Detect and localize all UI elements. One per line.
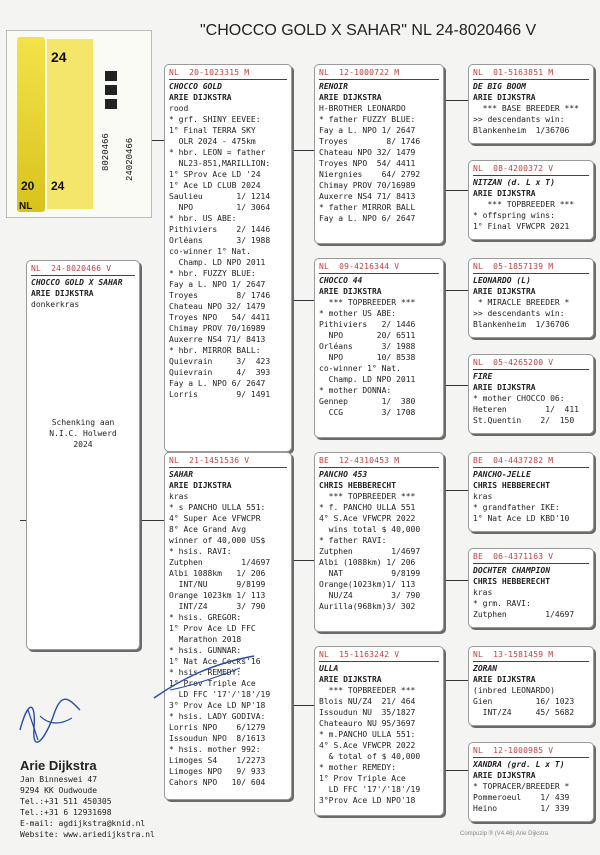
pedigree-note: Issoudun NU 35/1827 [319,708,416,717]
breeder-name: ARIE DIJKSTRA [473,675,536,684]
pedigree-note: Quievrain 3/ 423 [169,357,271,366]
pedigree-title: "CHOCCO GOLD X SAHAR" NL 24-8020466 V [200,22,537,39]
ring-number: NL 12-1000985 V [473,746,554,755]
website-link[interactable]: Website: www.ariedijkstra.nl [20,830,155,839]
pedigree-note: * TOPRACER/BREEDER * [473,782,570,791]
pedigree-note: 1° Final VFWCPR 2021 [473,222,570,231]
pedigree-note: Orange 1023km 1/ 113 [169,591,266,600]
pedigree-note: 1° Final TERRA SKY [169,126,256,135]
pedigree-note: Fay a L. NPO 6/ 2647 [169,379,266,388]
divider [473,79,589,80]
pigeon-card-sdd [468,354,594,434]
pedigree-note: * mother CHOCCO 06: [473,394,565,403]
breeder-name: CHRIS HEBBERECHT [319,481,397,490]
pigeon-card-sd [314,258,444,438]
ring-number: NL 24-8020466 V [31,264,112,273]
ring-number: NL 05-1857139 M [473,262,554,271]
pedigree-note: Quievrain 4/ 393 [169,368,271,377]
address-line: Jan Binneswei 47 [20,775,98,784]
pedigree-note: Gien 16/ 1023 [473,697,575,706]
pedigree-note: Albi 1088km 1/ 206 [169,569,266,578]
qr-icon [105,99,117,109]
ring-number-full: 24020466 [125,137,135,181]
donation-note [38,417,128,450]
breeder-name: ARIE DIJKSTRA [319,287,382,296]
pedigree-note: Auxerre NS4 71/ 8413 [319,192,416,201]
pigeon-name: LEONARDO (L) [473,276,531,285]
connector [444,100,468,101]
donation-line: 2024 [73,440,93,449]
divider [319,273,439,274]
pedigree-note: Fay a L. NPO 1/ 2647 [169,280,266,289]
ring-certificate-card [6,30,152,218]
city-line: 9294 KK Oudwoude [20,786,98,795]
pigeon-card-ss [314,64,444,244]
pedigree-note: & total of $ 40,000 [319,752,421,761]
ring-number: NL 20-1023315 M [169,68,250,77]
connector [444,385,468,386]
ring-number: NL 01-5163851 M [473,68,554,77]
connector [444,290,468,291]
pedigree-note: * hsis. RAVI: [169,547,232,556]
pigeon-name: RENOIR [319,82,348,91]
ring-country: NL [19,201,33,212]
pedigree-note: * mother REMEDY: [319,763,397,772]
pedigree-note: co-winner 1° Nat. [319,364,401,373]
pedigree-note: * hsis. mother 992: [169,745,261,754]
ring-year-bottom: 24 [51,179,65,193]
divider [473,757,589,758]
divider [473,661,589,662]
pedigree-note: INT/NU 9/8199 [169,580,266,589]
breeder-name: ARIE DIJKSTRA [31,289,94,298]
divider [473,369,589,370]
pedigree-note: Chateau NPO 32/ 1479 [169,302,266,311]
pedigree-note: Limoges NPO 9/ 933 [169,767,266,776]
pedigree-note: kras [473,588,493,597]
divider [319,467,439,468]
connector [444,770,468,771]
ring-number: BE 06-4371163 V [473,552,554,561]
pigeon-name: FIRE [473,372,493,381]
pigeon-name: CHOCCO 44 [319,276,363,285]
donation-line: Schenking aan [51,418,115,427]
software-credit: Compuzip ® (V4.46) Arie Dijkstra [460,831,549,837]
ring-number: NL 15-1163242 V [319,650,400,659]
pedigree-note: >> descendants win: [473,309,565,318]
pedigree-note: 4° S.Ace VFWCPR 2022 [319,741,416,750]
pigeon-card-dsd [468,548,594,628]
pedigree-note: Limoges S4 1/2273 [169,756,266,765]
qr-icon [105,85,117,95]
pedigree-note: co-winner 1° Nat. [169,247,251,256]
pedigree-note: Pithiviers 2/ 1446 [169,225,271,234]
ring-number: NL 09-4216344 V [319,262,400,271]
pedigree-note: Chateauro NU 95/3697 [319,719,416,728]
email-link[interactable]: E-mail: agdijkstra@knid.nl [20,819,146,828]
pedigree-note: * mother DONNA: [319,386,392,395]
pigeon-card-ddd [468,742,594,822]
pedigree-note: Auxerre NS4 71/ 8413 [169,335,266,344]
pedigree-note: * grf. SHINY EEVEE: [169,115,261,124]
pedigree-note: * hsis. GREGOR: [169,613,242,622]
pedigree-note: St.Quentin 2/ 150 [473,416,575,425]
pedigree-note: Chimay PROV 70/16989 [169,324,266,333]
pigeon-card-main [26,260,140,650]
pigeon-name: PANCHO-JELLE [473,470,531,479]
pedigree-note: * hbr. FUZZY BLUE: [169,269,256,278]
connector [292,300,314,301]
pigeon-card-dds [468,646,594,726]
pedigree-note: Issoudun NPO 8/1613 [169,734,266,743]
pigeon-card-ssd [468,160,594,240]
pedigree-note: wins total $ 40,000 [319,525,421,534]
ring-number: BE 04-4437282 M [473,456,554,465]
pedigree-note: Champ. LD NPO 2011 [319,375,416,384]
pedigree-note: * hsis. REMEDY: [169,668,242,677]
divider [169,467,287,468]
connector [444,680,468,681]
pigeon-card-dss [468,452,594,532]
pedigree-note: Blankenheim 1/36706 [473,126,570,135]
connector [444,190,468,191]
pigeon-name: SAHAR [169,470,194,479]
pedigree-note: OLR 2024 - 475km [169,137,256,146]
breeder-contact-block [20,758,170,840]
breeder-name: CHRIS HEBBERECHT [473,577,551,586]
pedigree-note: Orléans 3/ 1988 [169,236,271,245]
ring-number: BE 12-4310453 M [319,456,400,465]
pigeon-name: CHOCCO GOLD [169,82,222,91]
pedigree-note: 4° Super Ace VFWCPR [169,514,261,523]
pedigree-note: Troyes NPO 54/ 4411 [169,313,271,322]
breeder-name: ARIE DIJKSTRA [169,481,232,490]
pedigree-note: Zutphen 1/4697 [169,558,271,567]
pedigree-note: Heino 1/ 339 [473,804,570,813]
pedigree-note: Champ. LD NPO 2011 [169,258,266,267]
ring-number: NL 21-1451536 V [169,456,250,465]
breeder-name: ARIE DIJKSTRA [473,189,536,198]
pedigree-note: Zutphen 1/4697 [473,610,575,619]
pedigree-note: *** TOPBREEDER *** [473,200,575,209]
pedigree-note: (inbred LEONARDO) [473,686,555,695]
pigeon-card-ds [314,452,444,632]
pedigree-note: LD FFC '17'/'18'/19 [169,690,271,699]
pedigree-note: 1° Prov Ace LD FFC [169,624,256,633]
pedigree-note: Fay a L. NPO 1/ 2647 [319,126,416,135]
pedigree-note: * father RAVI: [319,536,387,545]
pedigree-note: Orléans 3/ 1988 [319,342,416,351]
pigeon-name: ULLA [319,664,339,673]
ring-number: NL 08-4200372 V [473,164,554,173]
pedigree-note: CCG 3/ 1708 [319,408,416,417]
pedigree-note: kras [169,492,189,501]
ring-number: NL 05-4265200 V [473,358,554,367]
pedigree-note: INT/Z4 3/ 790 [169,602,266,611]
pedigree-note: * grandfather IKE: [473,503,560,512]
pedigree-note: Troyes 8/ 1746 [169,291,271,300]
pedigree-note: * m.PANCHO ULLA 551: [319,730,416,739]
connector [84,220,164,260]
divider [473,467,589,468]
pedigree-note: * grm. RAVI: [473,599,531,608]
pedigree-note: LD FFC '17'/'18'/19 [319,785,421,794]
pedigree-note: INT/Z4 45/ 5682 [473,708,575,717]
breeder-name: ARIE DIJKSTRA [473,287,536,296]
breeder-name-large: Arie Dijkstra [20,758,97,773]
signature-drawing [10,680,90,750]
pedigree-note: NU/Z4 3/ 790 [319,591,421,600]
pedigree-note: *** TOPBREEDER *** [319,686,416,695]
pedigree-note: NPO 20/ 6511 [319,331,416,340]
pigeon-name: DE BIG BOOM [473,82,526,91]
pedigree-note: Pithiviers 2/ 1446 [319,320,416,329]
divider [473,175,589,176]
pedigree-note: NPO 10/ 8538 [319,353,416,362]
pigeon-card-sss [468,64,594,144]
divider [319,79,439,80]
pedigree-note: Saulieu 1/ 1214 [169,192,271,201]
pigeon-color: donkerkras [31,300,80,309]
signature-stroke [150,650,260,710]
pedigree-note: rood [169,104,189,113]
breeder-name: ARIE DIJKSTRA [319,93,382,102]
pedigree-note: *** BASE BREEDER *** [473,104,579,113]
pedigree-note: Aurilla(968km)3/ 302 [319,602,416,611]
pedigree-note: Blankenheim 1/36706 [473,320,570,329]
pedigree-note: * hbr. MIRROR BALL: [169,346,261,355]
connector [292,705,314,706]
pedigree-note: 1° Prov Triple Ace [169,679,256,688]
pigeon-card-sds [468,258,594,338]
pigeon-name: PANCHO 453 [319,470,368,479]
pigeon-card-sire [164,64,292,452]
divider [473,563,589,564]
breeder-name: ARIE DIJKSTRA [169,93,232,102]
pedigree-note: Pommeroeul 1/ 439 [473,793,570,802]
pedigree-note: Chateau NPO 32/ 1479 [319,148,416,157]
pedigree-note: 3°Prov Ace LD NPO'18 [319,796,416,805]
pedigree-note: *** TOPBREEDER *** [319,298,416,307]
pedigree-note: * MIRACLE BREEDER * [473,298,570,307]
pedigree-note: 1° Prov Triple Ace [319,774,406,783]
pedigree-note: Troyes NPO 54/ 4411 [319,159,416,168]
pedigree-note: Niergnies 64/ 2792 [319,170,421,179]
donation-line: N.I.C. Holwerd [49,429,117,438]
pigeon-name: DOCHTER CHAMPION [473,566,551,575]
pedigree-note: winner of 40,000 US$ [169,536,266,545]
divider [319,661,439,662]
pedigree-note: Heteren 1/ 411 [473,405,579,414]
divider [473,273,589,274]
pedigree-note: * mother US ABE: [319,309,397,318]
pedigree-note: * f. PANCHO ULLA 551 [319,503,416,512]
ring-number: NL 13-1581459 M [473,650,554,659]
pigeon-name: NITZAN (d. L x T) [473,178,555,187]
divider [169,79,287,80]
phone-line: Tel.:+31 511 450305 [20,797,112,806]
divider [31,275,135,276]
pedigree-note: >> descendants win: [473,115,565,124]
qr-icon [105,71,117,81]
breeder-name: ARIE DIJKSTRA [473,93,536,102]
breeder-name: ARIE DIJKSTRA [319,675,382,684]
pedigree-note: kras [473,492,493,501]
connector [444,580,468,581]
pedigree-note: 3° Prov Ace LD NP'18 [169,701,266,710]
pigeon-name: CHOCCO GOLD X SAHAR [31,278,123,287]
mobile-line: Tel.:+31 6 12931698 [20,808,112,817]
pedigree-note: *** TOPBREEDER *** [319,492,416,501]
connector [292,150,314,151]
pedigree-note: Zutphen 1/4697 [319,547,421,556]
ring-year-short: 20 [21,179,35,193]
pedigree-note: * hsis. LADY GODIVA: [169,712,266,721]
pedigree-note: 1° Nat Ace LD KBD'10 [473,514,570,523]
pedigree-note: * s PANCHO ULLA 551: [169,503,266,512]
pedigree-note: * father MIRROR BALL [319,203,416,212]
pedigree-note: * hsis. GUNNAR: [169,646,242,655]
pedigree-note: NL23-851,MARILLION: [169,159,271,168]
pedigree-note: * hbr. LEON = father [169,148,266,157]
pedigree-note: Albi (1088km) 1/ 206 [319,558,416,567]
pedigree-note: NAT 9/8199 [319,569,421,578]
pedigree-note: Blois NU/Z4 21/ 464 [319,697,416,706]
pigeon-name: XANDRA (grd. L x T) [473,760,565,769]
pedigree-note: Marathon 2018 [169,635,242,644]
pedigree-note: 8° Ace Grand Avg [169,525,247,534]
pedigree-note: Troyes 8/ 1746 [319,137,421,146]
ring-year: 24 [51,49,67,65]
pedigree-note: 1° Nat Ace Cocks'16 [169,657,261,666]
pedigree-note: Fay a L. NPO 6/ 2647 [319,214,416,223]
pedigree-note: Lorris NPO 6/1279 [169,723,266,732]
breeder-name: ARIE DIJKSTRA [473,383,536,392]
breeder-name: CHRIS HEBBERECHT [473,481,551,490]
pedigree-note: NPO 1/ 3064 [169,203,271,212]
pedigree-note: Lorris 9/ 1491 [169,390,271,399]
ring-number: NL 12-1000722 M [319,68,400,77]
connector [444,490,468,491]
pigeon-card-dd [314,646,444,816]
pedigree-note: Cahors NPO 10/ 604 [169,778,266,787]
pedigree-note: Gennep 1/ 380 [319,397,416,406]
pedigree-note: Orange(1023km)1/ 113 [319,580,416,589]
pigeon-card-dam [164,452,292,800]
pedigree-note: Chimay PROV 70/16989 [319,181,416,190]
pedigree-note: 1° Ace LD CLUB 2024 [169,181,261,190]
pedigree-note: H-BROTHER LEONARDO [319,104,406,113]
pedigree-note: 1° SProv Ace LD '24 [169,170,261,179]
pedigree-note: * offspring wins: [473,211,555,220]
connector [292,560,314,561]
pedigree-note: 4° S.Ace VFWCPR 2022 [319,514,416,523]
pedigree-note: * father FUZZY BLUE: [319,115,416,124]
ring-number: 8020466 [101,133,111,171]
pigeon-name: ZORAN [473,664,498,673]
breeder-name: ARIE DIJKSTRA [473,771,536,780]
pedigree-note: * hbr. US ABE: [169,214,237,223]
